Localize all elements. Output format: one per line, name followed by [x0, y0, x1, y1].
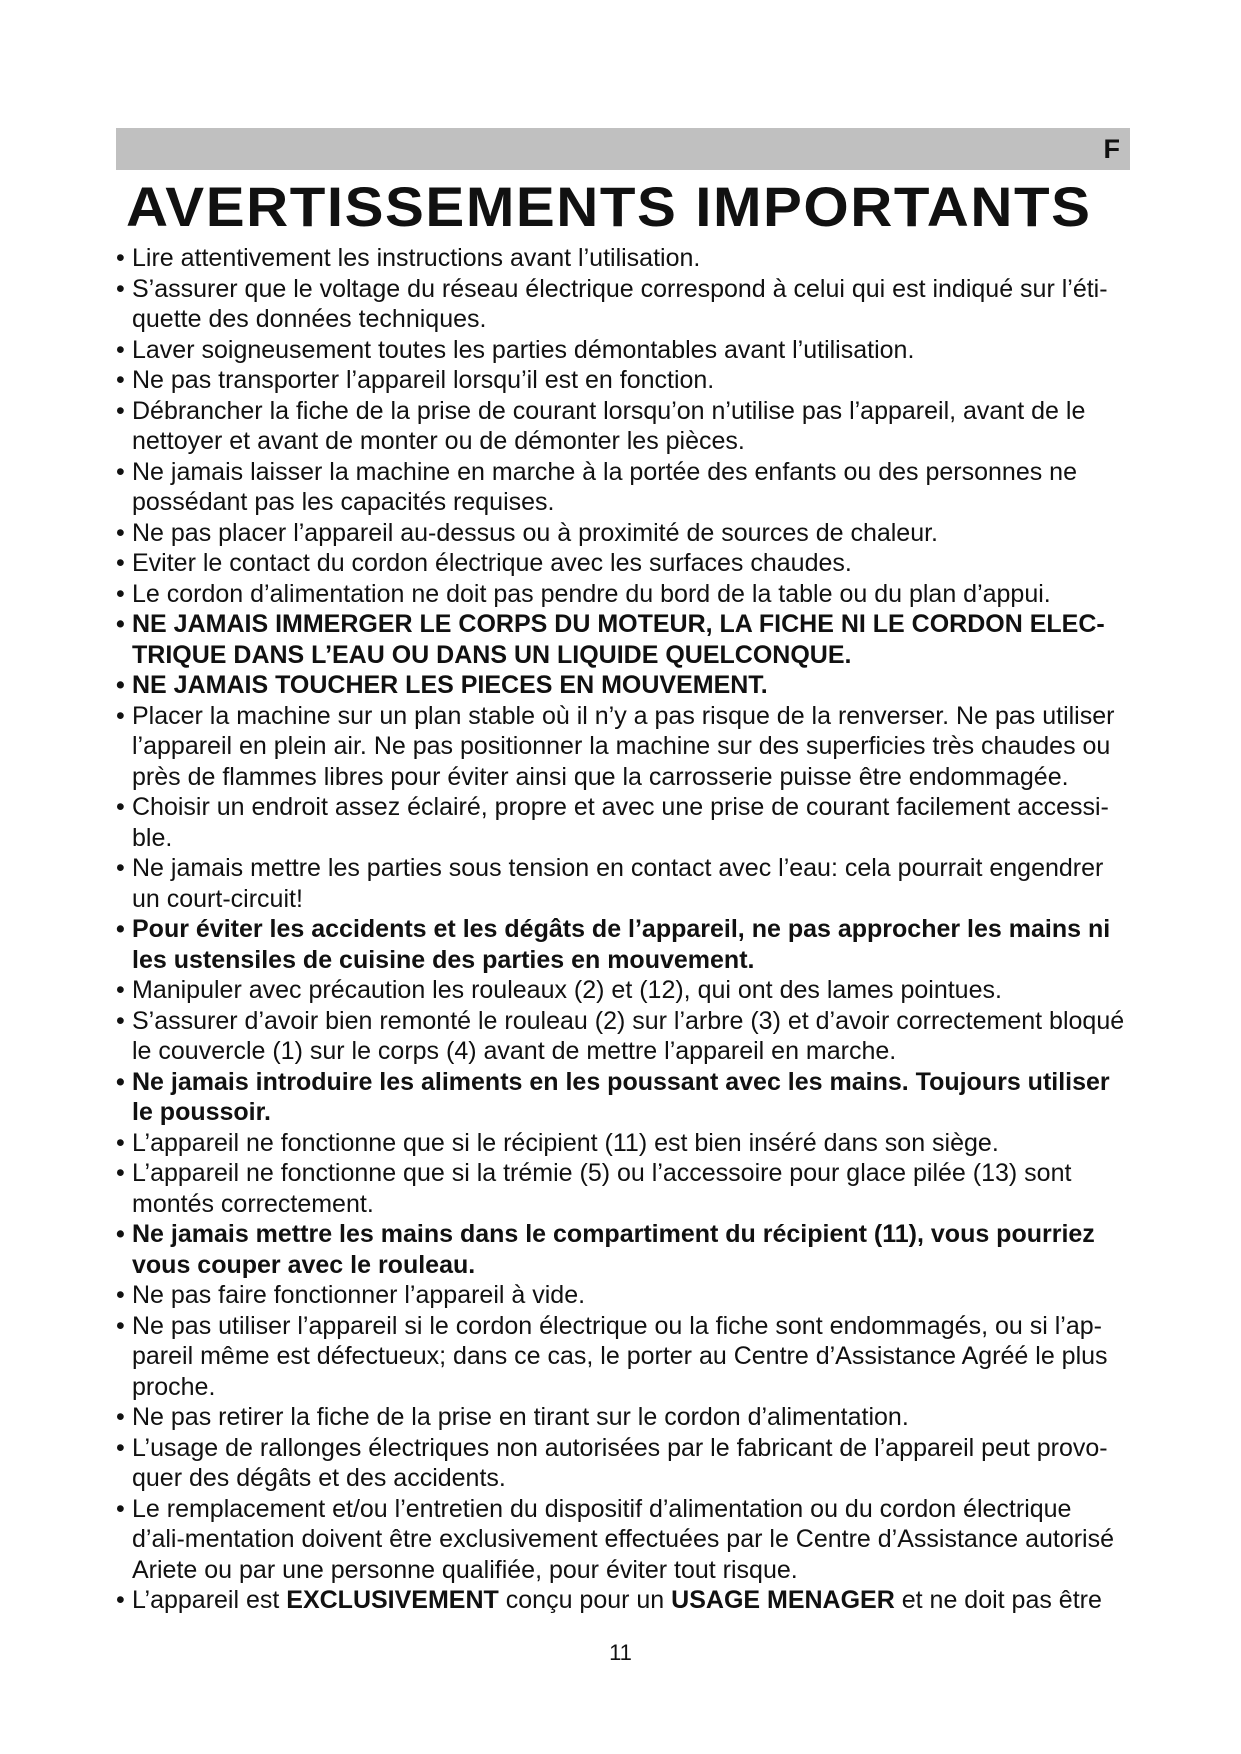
warning-item: • L’appareil ne fonctionne que si la trémie (5) ou l’accessoire pour glace pilée (13) sont montés correctement.	[116, 1158, 1130, 1219]
warning-item-emphasized: • Ne jamais mettre les mains dans le compartiment du récipient (11), vous pourriez vous couper avec le rouleau.	[116, 1219, 1130, 1280]
warning-item-emphasized: • NE JAMAIS IMMERGER LE CORPS DU MOTEUR, LA FICHE NI LE CORDON ELEC-TRIQUE DANS L’EAU OU DANS UN LIQUIDE QUELCONQUE.	[116, 609, 1130, 670]
warning-item: • Ne jamais mettre les parties sous tension en contact avec l’eau: cela pourrait engendrer un court-circuit!	[116, 853, 1130, 914]
warning-item: • Débrancher la fiche de la prise de courant lorsqu’on n’utilise pas l’appareil, avant de le nettoyer et avant de monter ou de démonter les pièces.	[116, 396, 1130, 457]
warning-item: • Ne pas utiliser l’appareil si le cordon électrique ou la fiche sont endommagés, ou si l’ap-pareil même est défectueux; dans ce cas, le porter au Centre d’Assistance Agréé le plus proche.	[116, 1311, 1130, 1403]
warning-item: • Le remplacement et/ou l’entretien du dispositif d’alimentation ou du cordon électrique d’ali-mentation doivent être exclusivement effectuées par le Centre d’Assistance autorisé Ariete ou par une personne qualifiée, pour éviter tout risque.	[116, 1494, 1130, 1586]
warning-item: • Ne pas faire fonctionner l’appareil à vide.	[116, 1280, 1130, 1311]
warnings-list	[116, 243, 1130, 1616]
warning-text-part: conçu pour un	[498, 1586, 672, 1614]
warning-item: • L’appareil ne fonctionne que si le récipient (11) est bien inséré dans son siège.	[116, 1128, 1130, 1159]
warning-item: • Ne pas transporter l’appareil lorsqu’il est en fonction.	[116, 365, 1130, 396]
warning-item: • L’usage de rallonges électriques non autorisées par le fabricant de l’appareil peut provo-quer des dégâts et des accidents.	[116, 1433, 1130, 1494]
warning-item: • Laver soigneusement toutes les parties démontables avant l’utilisation.	[116, 335, 1130, 366]
warning-emphasis: USAGE MENAGER	[671, 1586, 895, 1614]
warning-item: • Lire attentivement les instructions avant l’utilisation.	[116, 243, 1130, 274]
warning-item: • Choisir un endroit assez éclairé, propre et avec une prise de courant facilement accessi-ble.	[116, 792, 1130, 853]
warning-item-emphasized: • Ne jamais introduire les aliments en les poussant avec les mains. Toujours utiliser le poussoir.	[116, 1067, 1130, 1128]
warning-item: • Le cordon d’alimentation ne doit pas pendre du bord de la table ou du plan d’appui.	[116, 579, 1130, 610]
warning-item: • Placer la machine sur un plan stable où il n’y a pas risque de la renverser. Ne pas utiliser l’appareil en plein air. Ne pas positionner la machine sur des superficies très chaudes ou près de flammes libres pour éviter ainsi que la carrosserie puisse être endommagée.	[116, 701, 1130, 793]
warning-item: • S’assurer que le voltage du réseau électrique correspond à celui qui est indiqué sur l’éti-quette des données techniques.	[116, 274, 1130, 335]
warning-item-emphasized: • Pour éviter les accidents et les dégâts de l’appareil, ne pas approcher les mains ni les ustensiles de cuisine des parties en mouvement.	[116, 914, 1130, 975]
warning-item-household-use	[116, 1585, 1130, 1616]
warning-text-part: et ne doit pas être	[894, 1586, 1102, 1614]
warning-text-part: L’appareil est	[132, 1586, 287, 1614]
warning-item: • Ne pas placer l’appareil au-dessus ou à proximité de sources de chaleur.	[116, 518, 1130, 549]
language-code: F	[1103, 134, 1120, 164]
warning-item: • Eviter le contact du cordon électrique avec les surfaces chaudes.	[116, 548, 1130, 579]
page-number: 11	[609, 1640, 632, 1665]
warning-item: • Ne pas retirer la fiche de la prise en tirant sur le cordon d’alimentation.	[116, 1402, 1130, 1433]
warning-item-emphasized: • NE JAMAIS TOUCHER LES PIECES EN MOUVEMENT.	[116, 670, 1130, 701]
language-bar	[116, 128, 1130, 170]
warning-item: • Ne jamais laisser la machine en marche à la portée des enfants ou des personnes ne possédant pas les capacités requises.	[116, 457, 1130, 518]
warning-item: • S’assurer d’avoir bien remonté le rouleau (2) sur l’arbre (3) et d’avoir correctement bloqué le couvercle (1) sur le corps (4) avant de mettre l’appareil en marche.	[116, 1006, 1130, 1067]
page-title: AVERTISSEMENTS IMPORTANTS	[126, 175, 1092, 238]
warning-emphasis: EXCLUSIVEMENT	[286, 1586, 499, 1614]
warning-item: • Manipuler avec précaution les rouleaux (2) et (12), qui ont des lames pointues.	[116, 975, 1130, 1006]
